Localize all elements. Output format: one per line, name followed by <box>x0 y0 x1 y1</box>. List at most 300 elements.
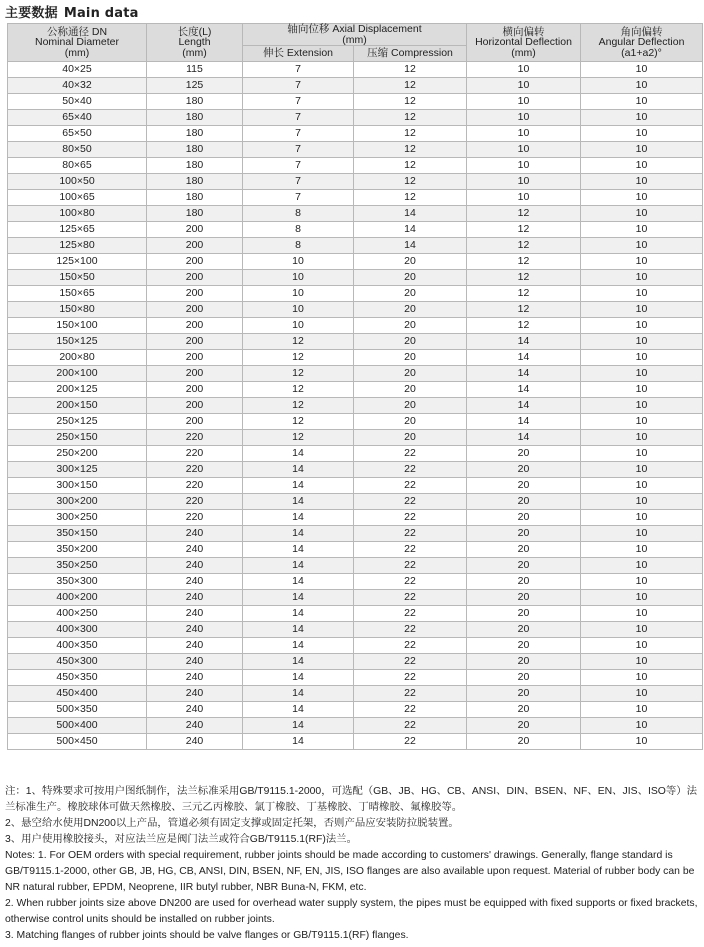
table-row <box>8 382 703 398</box>
cell-length: 180 <box>147 190 243 206</box>
cell-length: 200 <box>147 286 243 302</box>
cell-length: 200 <box>147 414 243 430</box>
cell-length: 240 <box>147 670 243 686</box>
cell-angular-deflection: 10 <box>581 222 703 238</box>
table-row <box>8 270 703 286</box>
cell-compression: 20 <box>354 254 467 270</box>
cell-angular-deflection: 10 <box>581 462 703 478</box>
cell-length: 115 <box>147 62 243 78</box>
cell-nominal-diameter: 150×80 <box>8 302 147 318</box>
cell-length: 240 <box>147 606 243 622</box>
table-row <box>8 702 703 718</box>
cell-horizontal-deflection: 12 <box>467 318 581 334</box>
cell-extension: 14 <box>243 542 354 558</box>
table-row <box>8 574 703 590</box>
cell-compression: 22 <box>354 670 467 686</box>
cell-angular-deflection: 10 <box>581 478 703 494</box>
cell-length: 200 <box>147 318 243 334</box>
note-cn-3: 3、用户使用橡胶接头，对应法兰应是阀门法兰或符合GB/T9115.1(RF)法兰。 <box>5 834 357 845</box>
cell-nominal-diameter: 350×300 <box>8 574 147 590</box>
cell-nominal-diameter: 80×50 <box>8 142 147 158</box>
cell-horizontal-deflection: 12 <box>467 254 581 270</box>
cell-horizontal-deflection: 14 <box>467 334 581 350</box>
cell-extension: 8 <box>243 238 354 254</box>
cell-horizontal-deflection: 10 <box>467 142 581 158</box>
cell-horizontal-deflection: 20 <box>467 718 581 734</box>
cell-angular-deflection: 10 <box>581 254 703 270</box>
cell-angular-deflection: 10 <box>581 318 703 334</box>
table-row <box>8 286 703 302</box>
cell-horizontal-deflection: 20 <box>467 702 581 718</box>
table-row <box>8 494 703 510</box>
table-row <box>8 126 703 142</box>
cell-compression: 22 <box>354 606 467 622</box>
cell-angular-deflection: 10 <box>581 334 703 350</box>
cell-nominal-diameter: 200×100 <box>8 366 147 382</box>
cell-compression: 22 <box>354 446 467 462</box>
cell-nominal-diameter: 300×250 <box>8 510 147 526</box>
cell-compression: 12 <box>354 126 467 142</box>
cell-compression: 20 <box>354 350 467 366</box>
cell-compression: 22 <box>354 526 467 542</box>
cell-compression: 20 <box>354 302 467 318</box>
cell-nominal-diameter: 300×200 <box>8 494 147 510</box>
cell-extension: 14 <box>243 574 354 590</box>
table-header <box>8 24 703 62</box>
cell-angular-deflection: 10 <box>581 398 703 414</box>
cell-angular-deflection: 10 <box>581 110 703 126</box>
cell-angular-deflection: 10 <box>581 286 703 302</box>
table-row <box>8 558 703 574</box>
cell-nominal-diameter: 500×400 <box>8 718 147 734</box>
cell-compression: 12 <box>354 94 467 110</box>
cell-compression: 20 <box>354 334 467 350</box>
cell-compression: 14 <box>354 238 467 254</box>
cell-horizontal-deflection: 20 <box>467 510 581 526</box>
main-data-table <box>7 23 703 750</box>
cell-length: 200 <box>147 398 243 414</box>
cell-extension: 7 <box>243 174 354 190</box>
cell-horizontal-deflection: 20 <box>467 494 581 510</box>
cell-horizontal-deflection: 20 <box>467 686 581 702</box>
cell-angular-deflection: 10 <box>581 510 703 526</box>
table-row <box>8 78 703 94</box>
cell-extension: 14 <box>243 558 354 574</box>
cell-extension: 14 <box>243 494 354 510</box>
cell-extension: 14 <box>243 638 354 654</box>
cell-nominal-diameter: 100×50 <box>8 174 147 190</box>
cell-horizontal-deflection: 12 <box>467 206 581 222</box>
table-row <box>8 430 703 446</box>
cell-compression: 20 <box>354 414 467 430</box>
cell-extension: 10 <box>243 254 354 270</box>
cell-length: 180 <box>147 142 243 158</box>
cell-compression: 22 <box>354 686 467 702</box>
cell-nominal-diameter: 300×150 <box>8 478 147 494</box>
cell-extension: 10 <box>243 318 354 334</box>
table-row <box>8 526 703 542</box>
cell-nominal-diameter: 350×200 <box>8 542 147 558</box>
note-cn-2: 2、悬空给水使用DN200以上产品，管道必须有固定支撑或固定托架，否则产品应安装防拉脱装置。 <box>5 818 459 829</box>
cell-nominal-diameter: 400×300 <box>8 622 147 638</box>
section-title-en: Main data <box>63 6 139 21</box>
cell-nominal-diameter: 40×32 <box>8 78 147 94</box>
table-row <box>8 446 703 462</box>
cell-horizontal-deflection: 10 <box>467 94 581 110</box>
cell-extension: 12 <box>243 430 354 446</box>
cell-length: 180 <box>147 158 243 174</box>
cell-nominal-diameter: 125×100 <box>8 254 147 270</box>
cell-length: 220 <box>147 478 243 494</box>
cell-length: 220 <box>147 494 243 510</box>
cell-compression: 22 <box>354 574 467 590</box>
table-row <box>8 158 703 174</box>
note-en-1: Notes: 1. For OEM orders with special requirement, rubber joints should be made according to customers' drawings. Generally, flange standard is GB/T9115.1-2000, other GB, JB, HG, CB, ANSI, DIN, BSEN, NF, EN, JIS, ISO flanges are also available upon request. Material of rubber body can be NR natural rubber, EPDM, Neoprene, IIR butyl rubber, NBR Buna-N, FKM, etc. <box>5 850 695 893</box>
cell-nominal-diameter: 400×250 <box>8 606 147 622</box>
table-row <box>8 462 703 478</box>
cell-nominal-diameter: 100×65 <box>8 190 147 206</box>
cell-extension: 10 <box>243 270 354 286</box>
cell-nominal-diameter: 350×250 <box>8 558 147 574</box>
cell-compression: 22 <box>354 654 467 670</box>
table-row <box>8 110 703 126</box>
cell-horizontal-deflection: 14 <box>467 430 581 446</box>
cell-extension: 7 <box>243 126 354 142</box>
cell-horizontal-deflection: 20 <box>467 590 581 606</box>
cell-angular-deflection: 10 <box>581 206 703 222</box>
cell-nominal-diameter: 150×100 <box>8 318 147 334</box>
cell-compression: 12 <box>354 78 467 94</box>
cell-extension: 8 <box>243 206 354 222</box>
cell-angular-deflection: 10 <box>581 270 703 286</box>
cell-length: 200 <box>147 222 243 238</box>
cell-horizontal-deflection: 12 <box>467 270 581 286</box>
cell-compression: 20 <box>354 318 467 334</box>
cell-horizontal-deflection: 20 <box>467 622 581 638</box>
cell-horizontal-deflection: 20 <box>467 574 581 590</box>
header-extension: 伸长 Extension <box>243 46 354 62</box>
cell-extension: 14 <box>243 622 354 638</box>
table-row <box>8 206 703 222</box>
cell-nominal-diameter: 80×65 <box>8 158 147 174</box>
cell-length: 200 <box>147 334 243 350</box>
cell-nominal-diameter: 500×350 <box>8 702 147 718</box>
cell-nominal-diameter: 500×450 <box>8 734 147 750</box>
cell-compression: 20 <box>354 366 467 382</box>
cell-extension: 7 <box>243 190 354 206</box>
cell-angular-deflection: 10 <box>581 734 703 750</box>
cell-angular-deflection: 10 <box>581 190 703 206</box>
cell-extension: 10 <box>243 302 354 318</box>
table-row <box>8 254 703 270</box>
cell-compression: 12 <box>354 62 467 78</box>
cell-length: 240 <box>147 542 243 558</box>
cell-extension: 12 <box>243 414 354 430</box>
table-row <box>8 238 703 254</box>
cell-horizontal-deflection: 20 <box>467 606 581 622</box>
cell-length: 240 <box>147 702 243 718</box>
cell-angular-deflection: 10 <box>581 142 703 158</box>
header-nominal-diameter: 公称通径 DN Nominal Diameter (mm) <box>8 24 147 62</box>
cell-compression: 20 <box>354 270 467 286</box>
cell-compression: 22 <box>354 462 467 478</box>
cell-horizontal-deflection: 14 <box>467 382 581 398</box>
cell-angular-deflection: 10 <box>581 526 703 542</box>
table-row <box>8 590 703 606</box>
cell-length: 200 <box>147 382 243 398</box>
cell-extension: 14 <box>243 590 354 606</box>
table-row <box>8 654 703 670</box>
table-row <box>8 622 703 638</box>
cell-length: 200 <box>147 254 243 270</box>
cell-angular-deflection: 10 <box>581 158 703 174</box>
cell-extension: 12 <box>243 398 354 414</box>
cell-extension: 14 <box>243 462 354 478</box>
cell-length: 240 <box>147 638 243 654</box>
cell-compression: 22 <box>354 622 467 638</box>
cell-extension: 14 <box>243 718 354 734</box>
cell-angular-deflection: 10 <box>581 414 703 430</box>
cell-angular-deflection: 10 <box>581 78 703 94</box>
cell-nominal-diameter: 200×125 <box>8 382 147 398</box>
table-row <box>8 222 703 238</box>
table-row <box>8 334 703 350</box>
cell-horizontal-deflection: 20 <box>467 542 581 558</box>
cell-extension: 12 <box>243 366 354 382</box>
table-row <box>8 638 703 654</box>
cell-angular-deflection: 10 <box>581 494 703 510</box>
table-row <box>8 414 703 430</box>
cell-length: 240 <box>147 574 243 590</box>
cell-length: 240 <box>147 718 243 734</box>
cell-nominal-diameter: 450×350 <box>8 670 147 686</box>
cell-length: 200 <box>147 302 243 318</box>
cell-angular-deflection: 10 <box>581 350 703 366</box>
cell-length: 180 <box>147 174 243 190</box>
cell-extension: 14 <box>243 702 354 718</box>
cell-horizontal-deflection: 10 <box>467 190 581 206</box>
table-row <box>8 670 703 686</box>
cell-horizontal-deflection: 10 <box>467 62 581 78</box>
table-row <box>8 606 703 622</box>
section-title-cn: 主要数据 <box>5 6 58 21</box>
cell-nominal-diameter: 125×80 <box>8 238 147 254</box>
cell-nominal-diameter: 400×200 <box>8 590 147 606</box>
cell-angular-deflection: 10 <box>581 174 703 190</box>
note-en-3: 3. Matching flanges of rubber joints should be valve flanges or GB/T9115.1(RF) flanges. <box>5 930 409 941</box>
cell-compression: 12 <box>354 190 467 206</box>
cell-nominal-diameter: 65×40 <box>8 110 147 126</box>
table-row <box>8 478 703 494</box>
cell-extension: 7 <box>243 78 354 94</box>
cell-length: 200 <box>147 350 243 366</box>
notes-section <box>5 784 702 944</box>
cell-horizontal-deflection: 20 <box>467 734 581 750</box>
cell-compression: 22 <box>354 702 467 718</box>
section-title <box>5 2 139 21</box>
table-row <box>8 350 703 366</box>
cell-extension: 14 <box>243 734 354 750</box>
cell-nominal-diameter: 250×200 <box>8 446 147 462</box>
cell-horizontal-deflection: 10 <box>467 174 581 190</box>
cell-angular-deflection: 10 <box>581 542 703 558</box>
cell-extension: 14 <box>243 686 354 702</box>
cell-horizontal-deflection: 12 <box>467 222 581 238</box>
table-row <box>8 510 703 526</box>
cell-nominal-diameter: 200×80 <box>8 350 147 366</box>
cell-extension: 14 <box>243 510 354 526</box>
cell-nominal-diameter: 125×65 <box>8 222 147 238</box>
cell-length: 220 <box>147 510 243 526</box>
table-row <box>8 686 703 702</box>
cell-angular-deflection: 10 <box>581 94 703 110</box>
cell-angular-deflection: 10 <box>581 558 703 574</box>
cell-angular-deflection: 10 <box>581 382 703 398</box>
cell-compression: 22 <box>354 494 467 510</box>
cell-angular-deflection: 10 <box>581 574 703 590</box>
cell-extension: 14 <box>243 606 354 622</box>
cell-horizontal-deflection: 20 <box>467 654 581 670</box>
cell-nominal-diameter: 200×150 <box>8 398 147 414</box>
cell-length: 240 <box>147 622 243 638</box>
note-en-2: 2. When rubber joints size above DN200 are used for overhead water supply system, the pipes must be equipped with fixed supports or fixed brackets, otherwise control units should be installed on rubber joints. <box>5 898 698 925</box>
header-compression: 压缩 Compression <box>354 46 467 62</box>
cell-length: 240 <box>147 590 243 606</box>
cell-extension: 7 <box>243 142 354 158</box>
cell-extension: 14 <box>243 478 354 494</box>
cell-length: 180 <box>147 110 243 126</box>
cell-compression: 22 <box>354 558 467 574</box>
cell-compression: 22 <box>354 718 467 734</box>
cell-nominal-diameter: 100×80 <box>8 206 147 222</box>
table-row <box>8 302 703 318</box>
cell-horizontal-deflection: 20 <box>467 670 581 686</box>
cell-angular-deflection: 10 <box>581 590 703 606</box>
table-row <box>8 734 703 750</box>
cell-compression: 20 <box>354 382 467 398</box>
cell-horizontal-deflection: 14 <box>467 398 581 414</box>
table-row <box>8 62 703 78</box>
cell-extension: 10 <box>243 286 354 302</box>
cell-angular-deflection: 10 <box>581 638 703 654</box>
cell-horizontal-deflection: 10 <box>467 126 581 142</box>
header-angular-deflection: 角向偏转 Angular Deflection (a1+a2)° <box>581 24 703 62</box>
cell-nominal-diameter: 65×50 <box>8 126 147 142</box>
cell-angular-deflection: 10 <box>581 238 703 254</box>
cell-compression: 14 <box>354 222 467 238</box>
cell-extension: 7 <box>243 62 354 78</box>
cell-compression: 22 <box>354 510 467 526</box>
cell-horizontal-deflection: 10 <box>467 158 581 174</box>
cell-angular-deflection: 10 <box>581 718 703 734</box>
cell-length: 200 <box>147 270 243 286</box>
cell-length: 180 <box>147 126 243 142</box>
cell-compression: 12 <box>354 158 467 174</box>
table-row <box>8 174 703 190</box>
cell-length: 200 <box>147 238 243 254</box>
table-row <box>8 718 703 734</box>
cell-extension: 12 <box>243 334 354 350</box>
header-length: 长度(L) Length (mm) <box>147 24 243 62</box>
cell-horizontal-deflection: 20 <box>467 478 581 494</box>
cell-nominal-diameter: 50×40 <box>8 94 147 110</box>
cell-nominal-diameter: 150×65 <box>8 286 147 302</box>
cell-compression: 12 <box>354 174 467 190</box>
cell-extension: 7 <box>243 94 354 110</box>
header-horizontal-deflection: 横向偏转 Horizontal Deflection (mm) <box>467 24 581 62</box>
cell-angular-deflection: 10 <box>581 62 703 78</box>
cell-horizontal-deflection: 14 <box>467 414 581 430</box>
cell-length: 220 <box>147 462 243 478</box>
cell-extension: 14 <box>243 670 354 686</box>
cell-nominal-diameter: 150×50 <box>8 270 147 286</box>
cell-length: 200 <box>147 366 243 382</box>
cell-horizontal-deflection: 14 <box>467 366 581 382</box>
cell-angular-deflection: 10 <box>581 126 703 142</box>
table-row <box>8 142 703 158</box>
cell-length: 240 <box>147 734 243 750</box>
cell-angular-deflection: 10 <box>581 702 703 718</box>
cell-horizontal-deflection: 12 <box>467 238 581 254</box>
table-row <box>8 366 703 382</box>
cell-compression: 22 <box>354 590 467 606</box>
cell-nominal-diameter: 300×125 <box>8 462 147 478</box>
table-row <box>8 190 703 206</box>
cell-horizontal-deflection: 20 <box>467 446 581 462</box>
cell-nominal-diameter: 450×400 <box>8 686 147 702</box>
cell-compression: 12 <box>354 110 467 126</box>
header-axial-displacement: 轴向位移 Axial Displacement (mm) <box>243 24 467 46</box>
cell-length: 220 <box>147 446 243 462</box>
cell-extension: 8 <box>243 222 354 238</box>
table-row <box>8 398 703 414</box>
cell-extension: 14 <box>243 446 354 462</box>
cell-nominal-diameter: 350×150 <box>8 526 147 542</box>
cell-compression: 22 <box>354 478 467 494</box>
cell-angular-deflection: 10 <box>581 654 703 670</box>
cell-compression: 20 <box>354 286 467 302</box>
cell-angular-deflection: 10 <box>581 622 703 638</box>
cell-angular-deflection: 10 <box>581 430 703 446</box>
cell-compression: 14 <box>354 206 467 222</box>
cell-extension: 12 <box>243 350 354 366</box>
cell-horizontal-deflection: 20 <box>467 638 581 654</box>
cell-compression: 22 <box>354 638 467 654</box>
cell-extension: 14 <box>243 654 354 670</box>
cell-horizontal-deflection: 14 <box>467 350 581 366</box>
note-cn-1: 注：1、特殊要求可按用户图纸制作，法兰标准采用GB/T9115.1-2000，可选配（GB、JB、HG、CB、ANSI、DIN、BSEN、NF、EN、JIS、ISO等）法兰标准生产。橡胶球体可做天然橡胶、三元乙丙橡胶、氯丁橡胶、丁基橡胶、丁晴橡胶、氟橡胶等。 <box>5 786 698 813</box>
cell-nominal-diameter: 40×25 <box>8 62 147 78</box>
cell-angular-deflection: 10 <box>581 686 703 702</box>
cell-extension: 14 <box>243 526 354 542</box>
cell-length: 180 <box>147 94 243 110</box>
cell-length: 180 <box>147 206 243 222</box>
cell-length: 240 <box>147 686 243 702</box>
cell-angular-deflection: 10 <box>581 302 703 318</box>
cell-angular-deflection: 10 <box>581 670 703 686</box>
cell-horizontal-deflection: 10 <box>467 110 581 126</box>
cell-angular-deflection: 10 <box>581 606 703 622</box>
cell-nominal-diameter: 400×350 <box>8 638 147 654</box>
table-body <box>8 62 703 750</box>
cell-horizontal-deflection: 10 <box>467 78 581 94</box>
cell-length: 240 <box>147 526 243 542</box>
cell-horizontal-deflection: 20 <box>467 526 581 542</box>
cell-length: 240 <box>147 558 243 574</box>
cell-horizontal-deflection: 12 <box>467 286 581 302</box>
table-row <box>8 94 703 110</box>
cell-compression: 20 <box>354 430 467 446</box>
